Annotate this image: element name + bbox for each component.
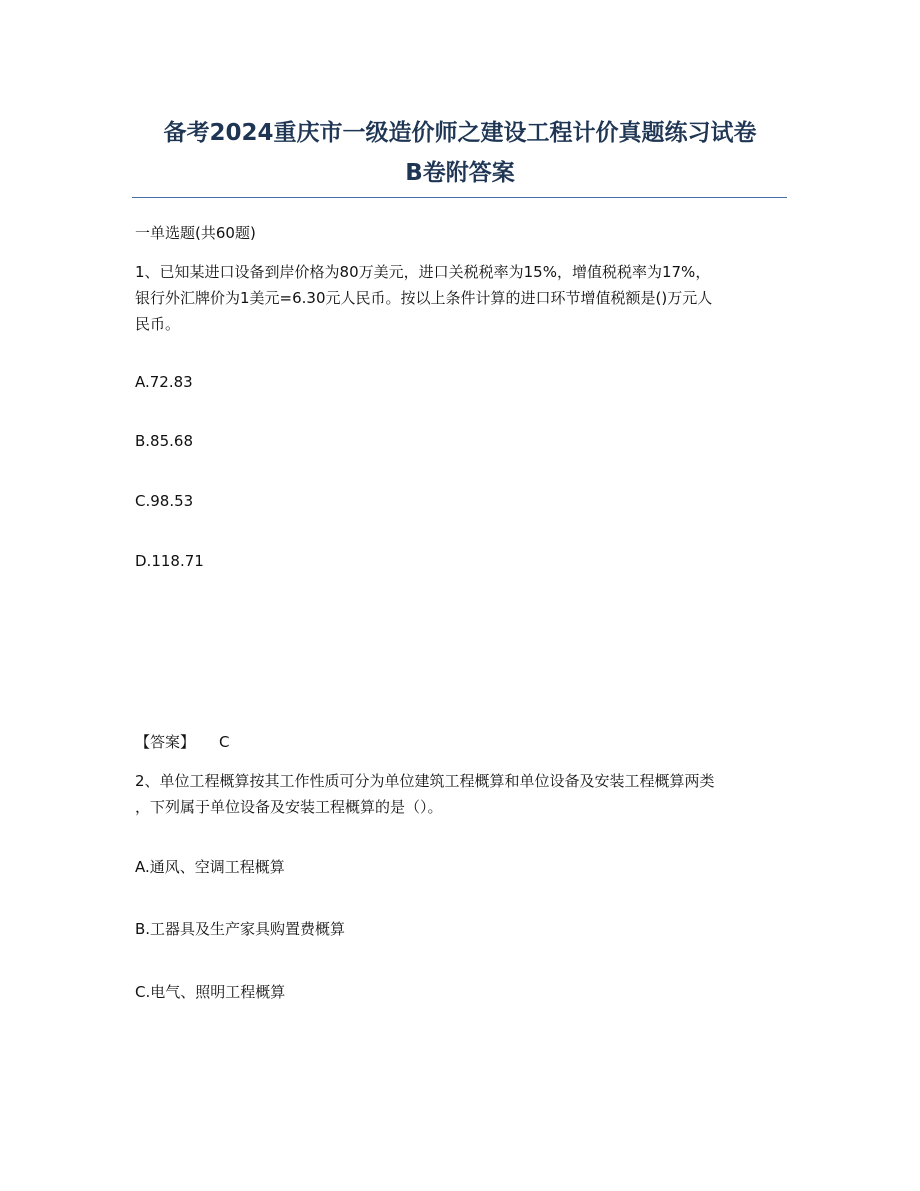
question-1-option-b: B.85.68 [135, 432, 194, 450]
answer-value: C [219, 733, 230, 751]
question-2-option-c: C.电气、照明工程概算 [135, 983, 286, 1001]
question-1-stem [135, 259, 785, 337]
question-2-stem-line: 2、单位工程概算按其工作性质可分为单位建筑工程概算和单位设备及安装工程概算两类 [135, 772, 715, 790]
question-2-stem [135, 768, 785, 820]
section-heading: 一单选题(共60题) [135, 224, 256, 242]
question-1-option-c: C.98.53 [135, 492, 194, 510]
answer-label: 【答案】 [135, 733, 196, 751]
question-2-stem-line: ，下列属于单位设备及安装工程概算的是（）。 [135, 798, 443, 816]
title-divider [132, 197, 787, 198]
question-1-stem-line: 1、已知某进口设备到岸价格为80万美元，进口关税税率为15%，增值税税率为17%， [135, 263, 711, 281]
question-1-answer [135, 729, 230, 755]
question-2-option-b: B.工器具及生产家具购置费概算 [135, 920, 346, 938]
document-title-line-2: B卷附答案 [405, 160, 515, 186]
document-title-line-1: 备考2024重庆市一级造价师之建设工程计价真题练习试卷 [163, 120, 757, 146]
question-1-stem-line: 银行外汇牌价为1美元=6.30元人民币。按以上条件计算的进口环节增值税额是()万元人 [135, 289, 713, 307]
question-1-option-a: A.72.83 [135, 373, 193, 391]
question-1-option-d: D.118.71 [135, 552, 204, 570]
question-1-stem-line: 民币。 [135, 315, 181, 333]
question-2-option-a: A.通风、空调工程概算 [135, 858, 285, 876]
